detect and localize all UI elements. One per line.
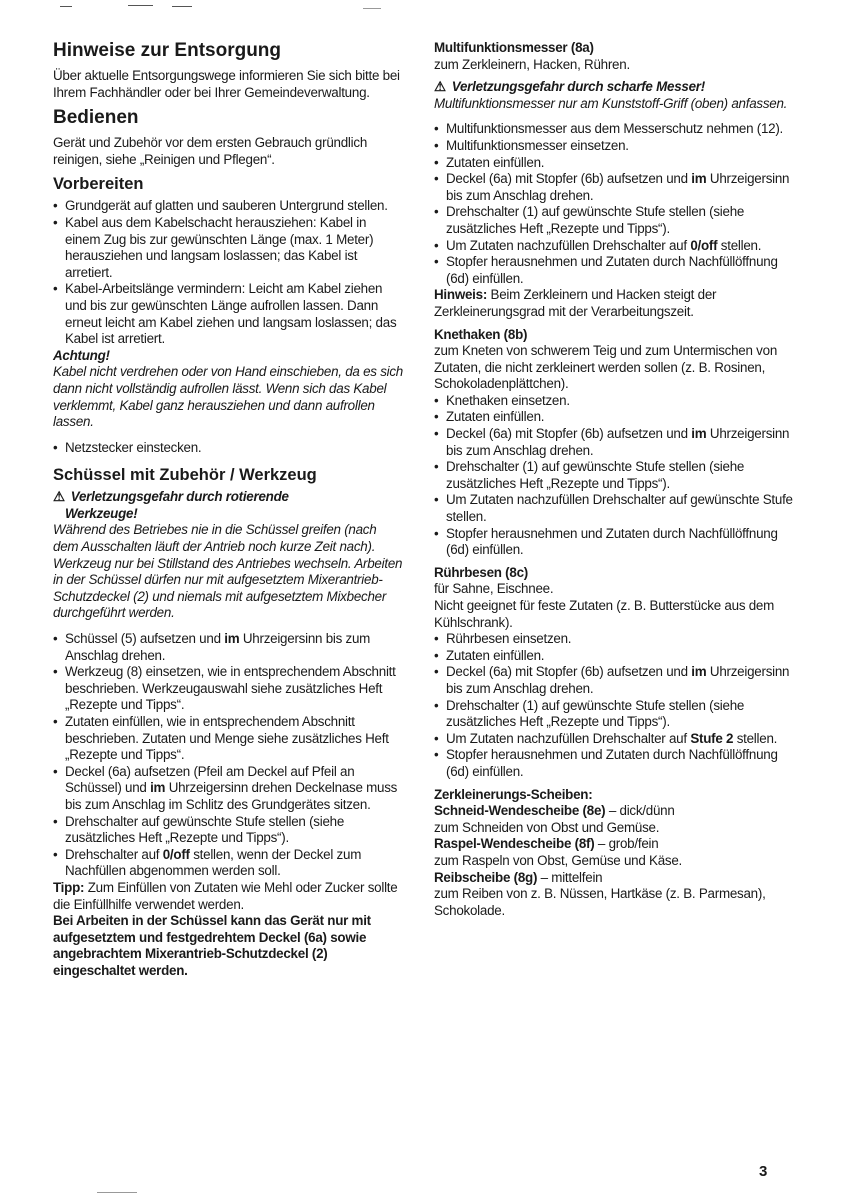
discs-section: [434, 787, 799, 920]
list-item: • Stopfer herausnehmen und Zutaten durch Nachfüllöffnung (6d) einfüllen.: [434, 254, 799, 287]
operation-text: Gerät und Zubehör vor dem ersten Gebrauch gründlich reinigen, siehe „Reinigen und Pflegen“.: [53, 135, 368, 167]
list-item: • Drehschalter auf 0/off stellen, wenn der Deckel zum Nachfüllen abgenommen werden soll.: [53, 847, 403, 880]
bowl-list: [53, 631, 403, 880]
disposal-text: Über aktuelle Entsorgungswege informieren Sie sich bitte bei Ihrem Fachhändler oder bei Ihrer Gemeindeverwaltung.: [53, 68, 400, 100]
scan-artifact: [97, 1192, 137, 1193]
whisk-list: [434, 631, 799, 780]
bowl-warning-text-2: Werkzeug nur bei Stillstand des Antriebes wechseln. Arbeiten in der Schüssel dürfen nur mit aufgesetztem Mixerantrieb-Schutzdeckel (2) und niemals mit aufgesetztem Mixbecher durchgeführt werden.: [53, 555, 403, 621]
operation-section: [53, 107, 403, 168]
list-item: • Schüssel (5) aufsetzen und im Uhrzeigersinn bis zum Anschlag drehen.: [53, 631, 403, 664]
list-item: • Deckel (6a) mit Stopfer (6b) aufsetzen und im Uhrzeigersinn bis zum Anschlag drehen.: [434, 664, 799, 697]
knife-heading: Multifunktionsmesser (8a): [434, 40, 594, 55]
dough-hook-list: [434, 393, 799, 559]
list-item: • Drehschalter (1) auf gewünschte Stufe stellen (siehe zusätzliches Heft „Rezepte und Tipps“).: [434, 459, 799, 492]
warning-triangle-icon: ⚠: [434, 79, 446, 95]
disc-entry-title: Schneid-Wendescheibe (8e) – dick/dünn: [434, 803, 675, 819]
knife-warning-title: ⚠ Verletzungsgefahr durch scharfe Messer!: [434, 79, 705, 95]
knife-list: [434, 121, 799, 287]
prepare-section: [53, 174, 403, 456]
disc-entry-desc: zum Raspeln von Obst, Gemüse und Käse.: [434, 852, 683, 868]
scan-artifact: [363, 8, 381, 9]
bowl-bold-note: Bei Arbeiten in der Schüssel kann das Gerät nur mit aufgesetztem und festgedrehtem Deckel (6a) sowie angebrachtem Mixerantrieb-Schutzdeckel (2) eingeschaltet werden.: [53, 913, 371, 978]
discs-heading: Zerkleinerungs-Scheiben:: [434, 786, 593, 802]
list-item: • Drehschalter auf gewünschte Stufe stellen (siehe zusätzliches Heft „Rezepte und Tipps“).: [53, 814, 403, 847]
list-item: • Rührbesen einsetzen.: [434, 631, 799, 648]
left-column: [53, 40, 403, 980]
list-item: • Drehschalter (1) auf gewünschte Stufe stellen (siehe zusätzliches Heft „Rezepte und Tipps“).: [434, 204, 799, 237]
disposal-heading: Hinweise zur Entsorgung: [53, 40, 282, 61]
list-item: • Multifunktionsmesser aus dem Messerschutz nehmen (12).: [434, 121, 799, 138]
bowl-warning-text-1: Während des Betriebes nie in die Schüssel greifen (nach dem Ausschalten läuft der Antrieb noch kurze Zeit nach).: [53, 522, 377, 555]
list-item: • Um Zutaten nachzufüllen Drehschalter auf 0/off stellen.: [434, 238, 799, 255]
prepare-heading: Vorbereiten: [53, 175, 144, 194]
bowl-heading: Schüssel mit Zubehör / Werkzeug: [53, 466, 317, 485]
scan-artifact: [172, 6, 192, 7]
tip-text: Tipp: Zum Einfüllen von Zutaten wie Mehl oder Zucker sollte die Einfüllhilfe verwendet werden.: [53, 879, 398, 912]
bowl-section: [53, 465, 403, 979]
disc-entry-title: Reibscheibe (8g) – mittelfein: [434, 869, 603, 885]
disc-entry-desc: zum Reiben von z. B. Nüssen, Hartkäse (z. B. Parmesan), Schokolade.: [434, 886, 766, 918]
caution-label: Achtung!: [53, 347, 110, 363]
disc-entry-desc: zum Schneiden von Obst und Gemüse.: [434, 819, 660, 835]
list-item: • Zutaten einfüllen.: [434, 155, 799, 172]
list-item: • Zutaten einfüllen.: [434, 409, 799, 426]
prepare-list: [53, 198, 403, 347]
list-item: • Deckel (6a) mit Stopfer (6b) aufsetzen und im Uhrzeigersinn bis zum Anschlag drehen.: [434, 426, 799, 459]
scan-artifact: [60, 6, 72, 7]
disc-entry-title: Raspel-Wendescheibe (8f) – grob/fein: [434, 836, 659, 852]
whisk-text-2: Nicht geeignet für feste Zutaten (z. B. Butterstücke aus dem Kühlschrank).: [434, 598, 775, 630]
list-item: • Um Zutaten nachzufüllen Drehschalter auf gewünschte Stufe stellen.: [434, 492, 799, 525]
page-number: 3: [759, 1163, 768, 1180]
list-item: • Grundgerät auf glatten und sauberen Untergrund stellen.: [53, 198, 403, 215]
dough-hook-section: [434, 327, 799, 559]
list-item: • Knethaken einsetzen.: [434, 393, 799, 410]
list-item: • Zutaten einfüllen.: [434, 648, 799, 665]
list-item: • Stopfer herausnehmen und Zutaten durch Nachfüllöffnung (6d) einfüllen.: [434, 747, 799, 780]
whisk-text-1: für Sahne, Eischnee.: [434, 581, 554, 597]
warning-triangle-icon: ⚠: [53, 489, 65, 505]
list-item: • Drehschalter (1) auf gewünschte Stufe stellen (siehe zusätzliches Heft „Rezepte und Tipps“).: [434, 698, 799, 731]
list-item: • Netzstecker einstecken.: [53, 440, 403, 457]
knife-note: Hinweis: Beim Zerkleinern und Hacken steigt der Zerkleinerungsgrad mit der Verarbeitungszeit.: [434, 287, 717, 319]
plug-list: [53, 440, 403, 457]
list-item: • Stopfer herausnehmen und Zutaten durch Nachfüllöffnung (6d) einfüllen.: [434, 526, 799, 559]
list-item: • Kabel-Arbeitslänge vermindern: Leicht am Kabel ziehen und bis zur gewünschten Länge aufrollen lassen. Dann erneut leicht am Kabel ziehen und langsam loslassen; das Kabel ist arretiert.: [53, 281, 403, 347]
right-column: [434, 40, 799, 919]
disposal-section: [53, 40, 403, 101]
list-item: • Deckel (6a) mit Stopfer (6b) aufsetzen und im Uhrzeigersinn bis zum Anschlag drehen.: [434, 171, 799, 204]
list-item: • Kabel aus dem Kabelschacht herausziehen: Kabel in einem Zug bis zur gewünschten Länge (max. 1 Meter) herausziehen und langsam loslassen; das Kabel ist arretiert.: [53, 215, 403, 281]
dough-hook-text: zum Kneten von schwerem Teig und zum Untermischen von Zutaten, die nicht zerkleinert werden sollen (z. B. Rosinen, Schokoladenplättchen).: [434, 343, 778, 392]
scan-artifact: [128, 5, 153, 6]
knife-subtitle: zum Zerkleinern, Hacken, Rühren.: [434, 56, 630, 72]
knife-section: [434, 40, 799, 321]
whisk-section: [434, 565, 799, 781]
list-item: • Um Zutaten nachzufüllen Drehschalter auf Stufe 2 stellen.: [434, 731, 799, 748]
caution-text: Kabel nicht verdrehen oder von Hand einschieben, da es sich dann nicht vollständig aufrollen lässt. Wenn sich das Kabel verklemmt, Kabel ganz herausziehen und dann aufrollen lassen.: [53, 364, 404, 430]
operation-heading: Bedienen: [53, 107, 139, 129]
list-item: • Werkzeug (8) einsetzen, wie in entsprechendem Abschnitt beschrieben. Werkzeugauswahl siehe zusätzliches Heft „Rezepte und Tipps“.: [53, 664, 403, 714]
list-item: • Multifunktionsmesser einsetzen.: [434, 138, 799, 155]
list-item: • Zutaten einfüllen, wie in entsprechendem Abschnitt beschrieben. Zutaten und Menge siehe zusätzliches Heft „Rezepte und Tipps“.: [53, 714, 403, 764]
list-item: • Deckel (6a) aufsetzen (Pfeil am Deckel auf Pfeil an Schüssel) und im Uhrzeigersinn drehen Deckelnase muss bis zum Anschlag im Schlitz des Grundgerätes sitzen.: [53, 764, 403, 814]
whisk-heading: Rührbesen (8c): [434, 564, 528, 580]
dough-hook-heading: Knethaken (8b): [434, 326, 528, 342]
knife-warning-text: Multifunktionsmesser nur am Kunststoff-Griff (oben) anfassen.: [434, 95, 788, 111]
bowl-warning-title: ⚠ Verletzungsgefahr durch rotierende Werkzeuge!: [53, 489, 289, 521]
